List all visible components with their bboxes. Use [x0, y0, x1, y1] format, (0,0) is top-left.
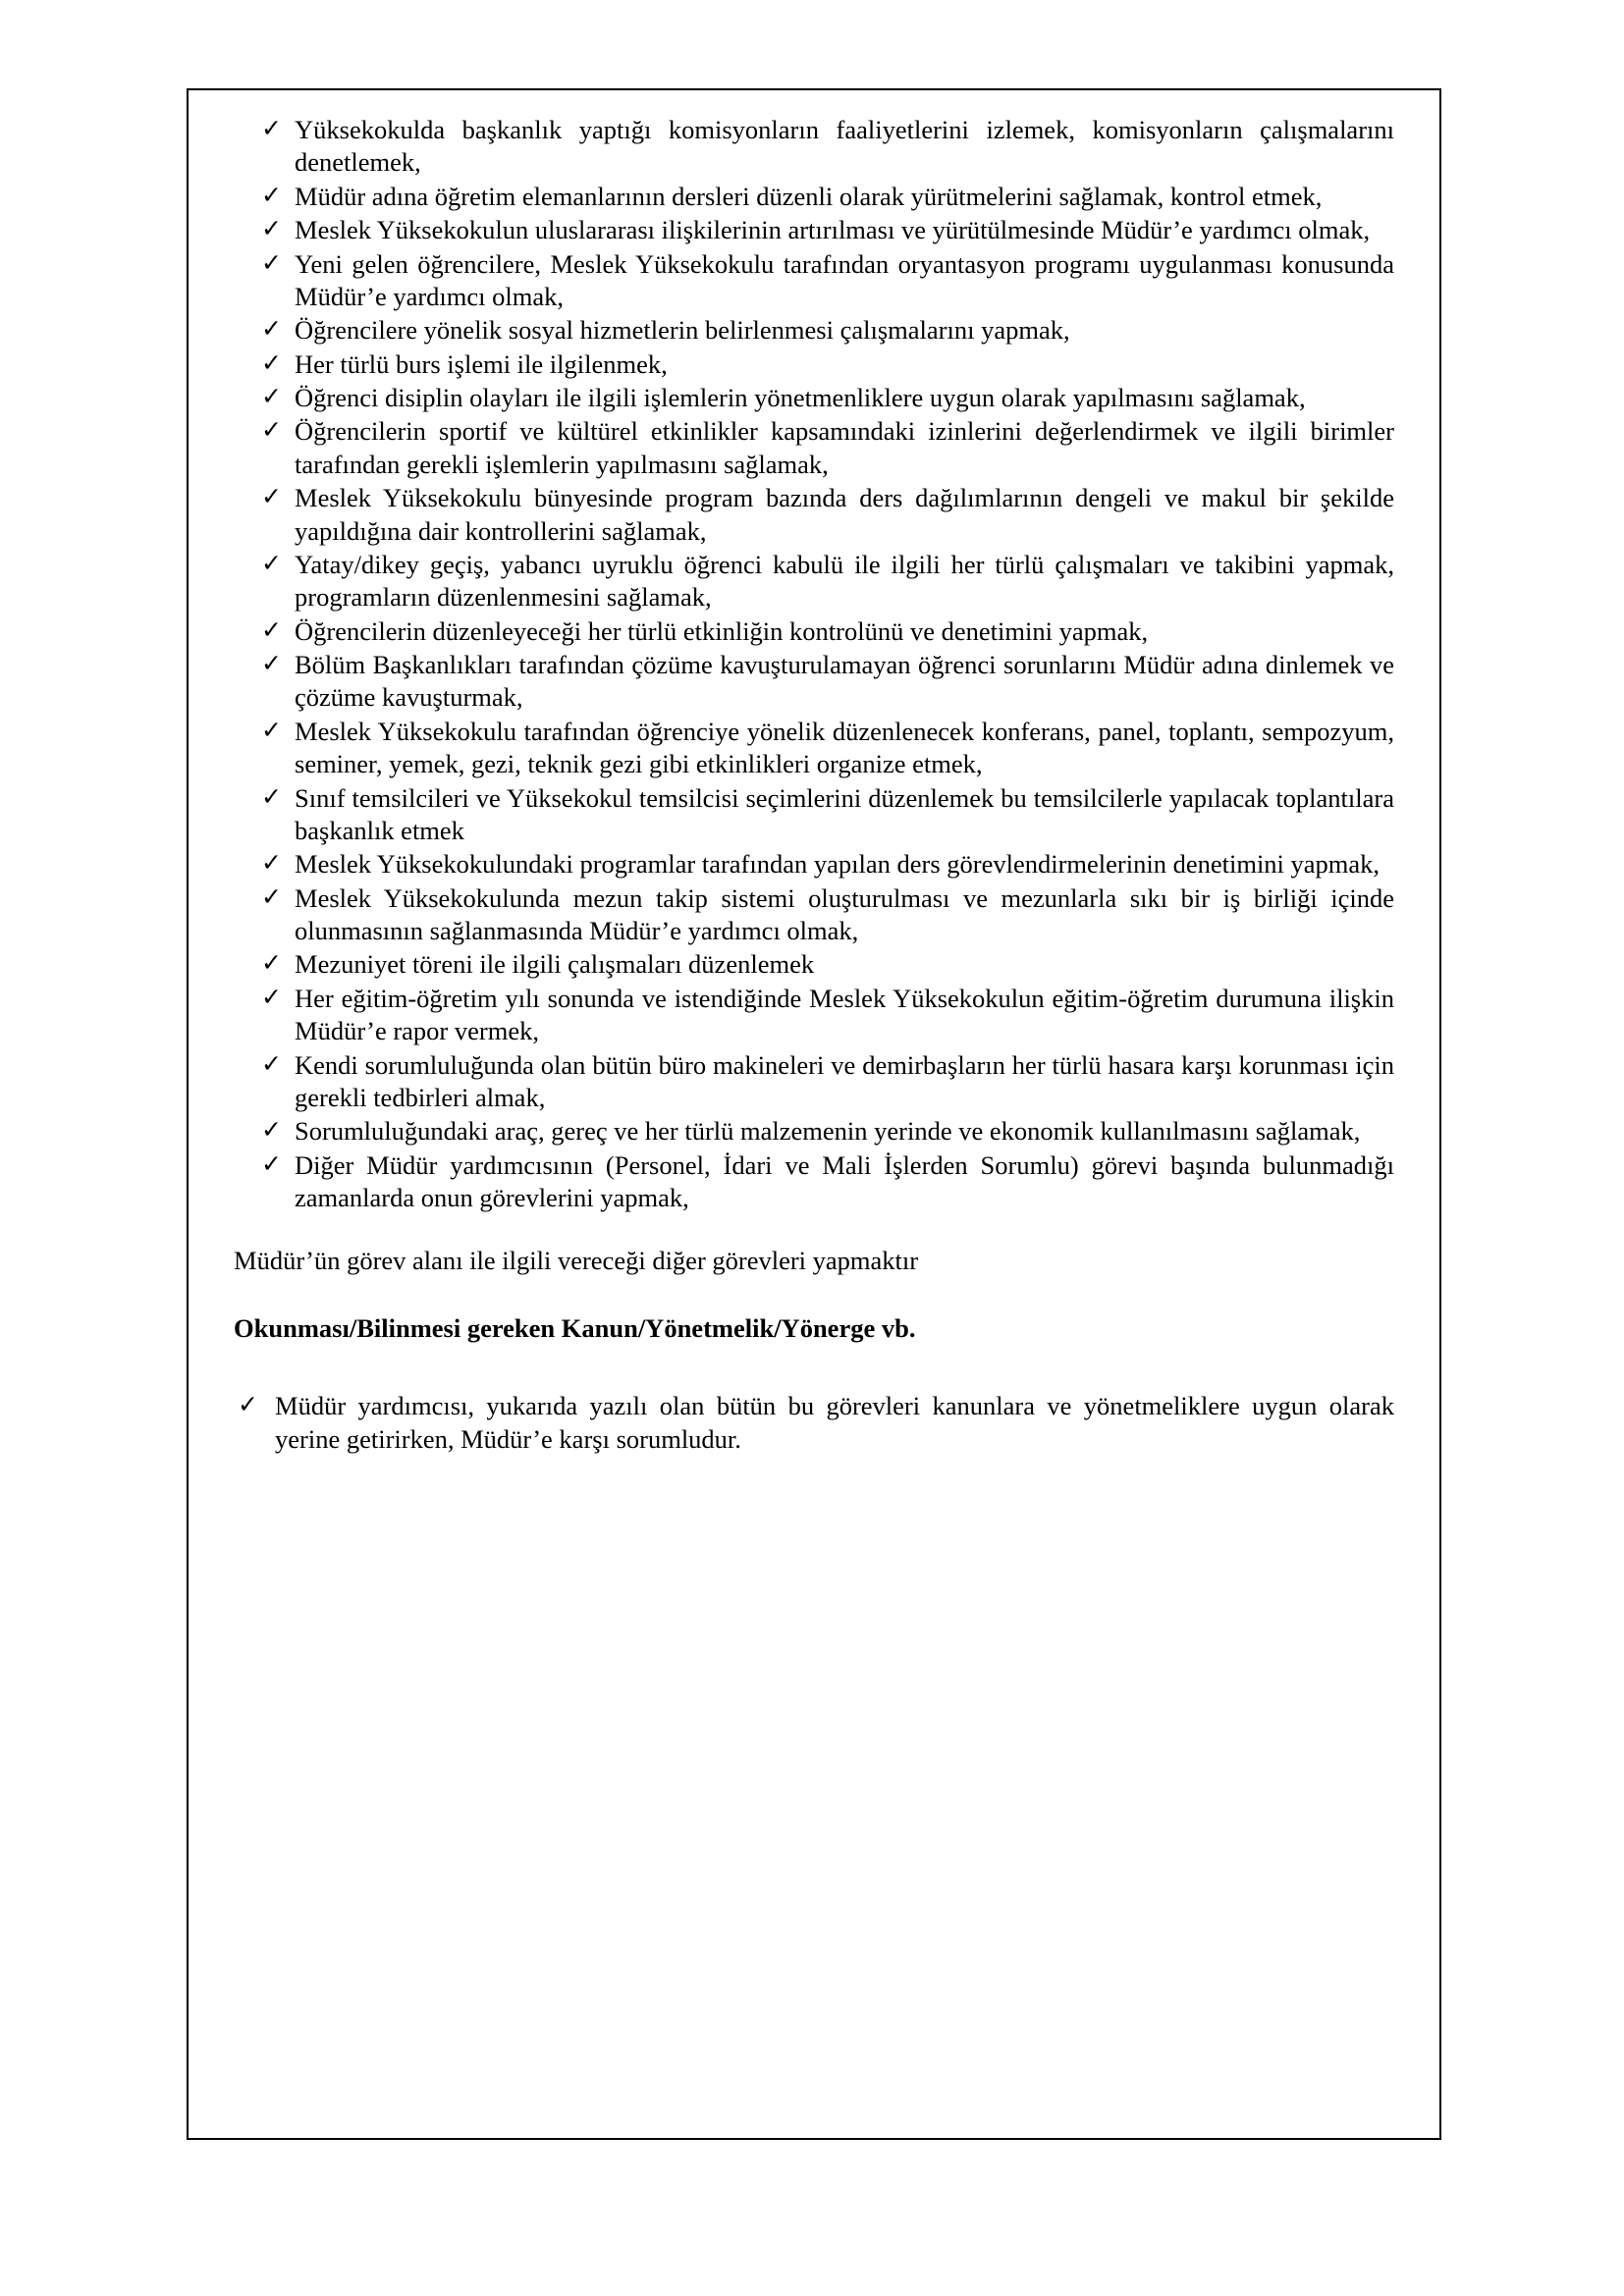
- list-item-text: Yatay/dikey geçiş, yabancı uyruklu öğrenci kabulü ile ilgili her türlü çalışmaları ve takibini yapmak, programların düzenlenmesini sağlamak,: [295, 549, 1394, 613]
- check-icon: ✓: [261, 1117, 282, 1145]
- list-item-text: Yeni gelen öğrencilere, Meslek Yüksekokulu tarafından oryantasyon programı uygulanması konusunda Müdür’e yardımcı olmak,: [295, 248, 1394, 311]
- check-icon: ✓: [261, 249, 282, 277]
- duties-list: [234, 114, 1394, 1214]
- list-item-text: Meslek Yüksekokulu bünyesinde program bazında ders dağılımlarının dengeli ve makul bir şekilde yapıldığına dair kontrollerini sağlamak,: [295, 483, 1394, 546]
- list-item-text: Bölüm Başkanlıkları tarafından çözüme kavuşturulamayan öğrenci sorunlarını Müdür adına dinlemek ve çözüme kavuşturmak,: [295, 650, 1394, 713]
- list-item: [234, 716, 1394, 781]
- check-icon: ✓: [261, 883, 282, 911]
- closing-paragraph: Müdür’ün görev alanı ile ilgili vereceği diğer görevleri yapmaktır: [234, 1246, 919, 1276]
- check-icon: ✓: [261, 384, 282, 410]
- list-item: [234, 415, 1394, 481]
- list-item-text: Kendi sorumluluğunda olan bütün büro makineleri ve demirbaşların her türlü hasara karşı korunması için gerekli tedbirleri almak,: [295, 1049, 1394, 1112]
- list-item: [234, 1149, 1394, 1215]
- document-border-frame: [187, 88, 1441, 2140]
- check-icon: ✓: [261, 950, 282, 978]
- list-item: [234, 314, 1394, 347]
- check-icon: ✓: [261, 850, 282, 878]
- list-item-text: Meslek Yüksekokulu tarafından öğrenciye yönelik düzenlenecek konferans, panel, toplantı, sempozyum, seminer, yemek, gezi, teknik gezi gibi etkinlikleri organize etmek,: [295, 716, 1394, 779]
- responsibility-list: [234, 1390, 1394, 1457]
- list-item: [234, 181, 1394, 213]
- check-icon: ✓: [261, 216, 282, 243]
- list-item-text: Sorumluluğundaki araç, gereç ve her türlü malzemenin yerinde ve ekonomik kullanılmasını sağlamak,: [295, 1116, 1361, 1147]
- list-item: [234, 615, 1394, 648]
- list-item-text: Öğrencilerin düzenleyeceği her türlü etkinliğin kontrolünü ve denetimini yapmak,: [295, 615, 1149, 646]
- document-body: [189, 90, 1439, 1457]
- check-icon: ✓: [261, 717, 282, 744]
- list-item-text: Diğer Müdür yardımcısının (Personel, İdari ve Mali İşlerden Sorumlu) görevi başında bulunmadığı zamanlarda onun görevlerini yapmak,: [295, 1149, 1394, 1212]
- check-icon: ✓: [261, 984, 282, 1011]
- list-item-text: Öğrencilere yönelik sosyal hizmetlerin belirlenmesi çalışmalarını yapmak,: [295, 315, 1070, 346]
- check-icon: ✓: [261, 349, 282, 377]
- check-icon: ✓: [261, 550, 282, 577]
- list-item: [234, 1049, 1394, 1115]
- check-icon: ✓: [261, 1150, 282, 1178]
- check-icon: ✓: [261, 484, 282, 511]
- check-icon: ✓: [261, 783, 282, 811]
- list-item: [234, 882, 1394, 948]
- check-icon: ✓: [261, 1050, 282, 1078]
- list-item-text: Mezuniyet töreni ile ilgili çalışmaları düzenlemek: [295, 949, 815, 980]
- list-item-text: Meslek Yüksekokulunda mezun takip sistemi oluşturulması ve mezunlarla sıkı bir iş birliği içinde olunmasının sağlanmasında Müdür’e yardımcı olmak,: [295, 882, 1394, 945]
- list-item-text: Meslek Yüksekokulundaki programlar tarafından yapılan ders görevlendirmelerinin denetimini yapmak,: [295, 849, 1380, 880]
- list-item: [234, 649, 1394, 715]
- list-item-text: Meslek Yüksekokulun uluslararası ilişkilerinin artırılması ve yürütülmesinde Müdür’e yardımcı olmak,: [295, 215, 1371, 245]
- list-item: [234, 382, 1394, 414]
- list-item-text: Sınıf temsilcileri ve Yüksekokul temsilcisi seçimlerini düzenlemek bu temsilcilerle yapılacak toplantılara başkanlık etmek: [295, 782, 1394, 845]
- list-item-text: Her türlü burs işlemi ile ilgilenmek,: [295, 348, 668, 379]
- check-icon: ✓: [261, 316, 282, 344]
- check-icon: ✓: [261, 116, 282, 142]
- list-item-text: Öğrenci disiplin olayları ile ilgili işlemlerin yönetmenliklere uygun olarak yapılmasını sağlamak,: [295, 383, 1306, 412]
- list-item: [234, 114, 1394, 180]
- list-item-text: Öğrencilerin sportif ve kültürel etkinlikler kapsamındaki izinlerini değerlendirmek ve ilgili birimler tarafından gerekli işlemlerin yapılmasını sağlamak,: [295, 416, 1394, 479]
- list-item: [234, 1390, 1394, 1457]
- list-item: [234, 782, 1394, 848]
- list-item: [234, 948, 1394, 981]
- list-item-text: Yüksekokulda başkanlık yaptığı komisyonların faaliyetlerini izlemek, komisyonların çalışmalarını denetlemek,: [295, 115, 1394, 178]
- list-item: [234, 1115, 1394, 1148]
- section-heading: Okunması/Bilinmesi gereken Kanun/Yönetmelik/Yönerge vb.: [234, 1312, 916, 1343]
- list-item: [234, 983, 1394, 1048]
- check-icon: ✓: [261, 417, 282, 445]
- check-icon: ✓: [238, 1392, 258, 1419]
- check-icon: ✓: [261, 182, 282, 209]
- check-icon: ✓: [261, 651, 282, 677]
- list-item: [234, 482, 1394, 548]
- list-item: [234, 549, 1394, 614]
- list-item-text: Müdür adına öğretim elemanlarının dersleri düzenli olarak yürütmelerini sağlamak, kontrol etmek,: [295, 181, 1323, 211]
- list-item: [234, 848, 1394, 881]
- check-icon: ✓: [261, 616, 282, 644]
- list-item-text: Müdür yardımcısı, yukarıda yazılı olan bütün bu görevleri kanunlara ve yönetmeliklere uygun olarak yerine getirirken, Müdür’e karşı sorumludur.: [275, 1391, 1394, 1455]
- list-item: [234, 214, 1394, 246]
- list-item: [234, 248, 1394, 314]
- list-item: [234, 348, 1394, 381]
- list-item-text: Her eğitim-öğretim yılı sonunda ve istendiğinde Meslek Yüksekokulun eğitim-öğretim durumuna ilişkin Müdür’e rapor vermek,: [295, 983, 1394, 1046]
